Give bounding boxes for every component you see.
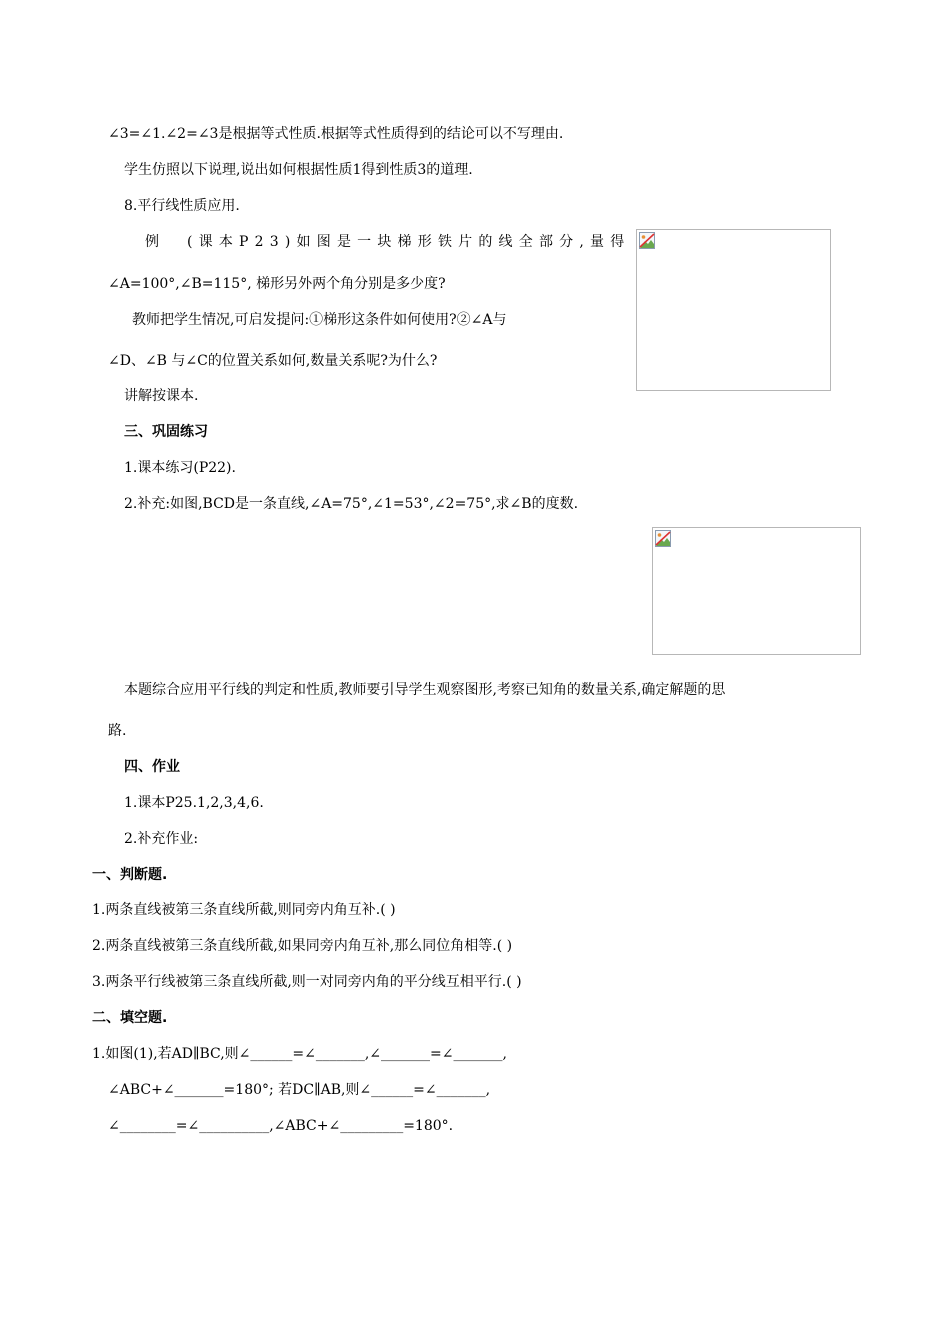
text-line: 1.课本P25.1,2,3,4,6.	[124, 795, 264, 811]
broken-image-icon	[639, 232, 655, 249]
line-bcd-figure-placeholder	[652, 527, 861, 655]
section-heading: 四、作业	[124, 759, 180, 775]
text-line: (课本P23)如图是一块梯形铁片的线全部分,量得	[187, 234, 631, 250]
text-line: 本题综合应用平行线的判定和性质,教师要引导学生观察图形,考察已知角的数量关系,确定解题的思	[124, 682, 726, 698]
text-line: 2.补充作业:	[124, 831, 199, 847]
text-line: 例	[145, 234, 159, 250]
section-heading: 二、填空题.	[92, 1010, 168, 1026]
question-line: 3.两条平行线被第三条直线所截,则一对同旁内角的平分线互相平行.( )	[92, 974, 522, 990]
trapezoid-figure-placeholder	[636, 229, 831, 391]
text-line: 讲解按课本.	[124, 388, 199, 404]
text-line: 2.补充:如图,BCD是一条直线,∠A=75°,∠1=53°,∠2=75°,求∠B的度数.	[124, 496, 579, 512]
question-line: ∠ABC+∠_______=180°; 若DC∥AB,则∠______=∠_______,	[108, 1082, 491, 1098]
question-line: ∠________=∠__________,∠ABC+∠_________=180°.	[108, 1118, 454, 1134]
text-line: 路.	[108, 723, 127, 739]
text-line: 1.课本练习(P22).	[124, 460, 236, 476]
section-heading: 一、判断题.	[92, 867, 168, 883]
question-line: 2.两条直线被第三条直线所截,如果同旁内角互补,那么同位角相等.( )	[92, 938, 513, 954]
question-line: 1.如图(1),若AD∥BC,则∠______=∠_______,∠_______=∠_______,	[92, 1046, 507, 1062]
broken-image-icon	[655, 530, 671, 547]
section-heading: 三、巩固练习	[124, 424, 208, 440]
text-line: 教师把学生情况,可启发提问:①梯形这条件如何使用?②∠A与	[132, 312, 507, 328]
text-line: ∠D、∠B 与∠C的位置关系如何,数量关系呢?为什么?	[108, 353, 438, 369]
question-line: 1.两条直线被第三条直线所截,则同旁内角互补.( )	[92, 902, 396, 918]
text-line: 8.平行线性质应用.	[124, 198, 240, 214]
text-line: ∠A=100°,∠B=115°, 梯形另外两个角分别是多少度?	[108, 276, 446, 292]
text-line: ∠3=∠1.∠2=∠3是根据等式性质.根据等式性质得到的结论可以不写理由.	[108, 126, 564, 142]
text-line: 学生仿照以下说理,说出如何根据性质1得到性质3的道理.	[124, 162, 473, 178]
